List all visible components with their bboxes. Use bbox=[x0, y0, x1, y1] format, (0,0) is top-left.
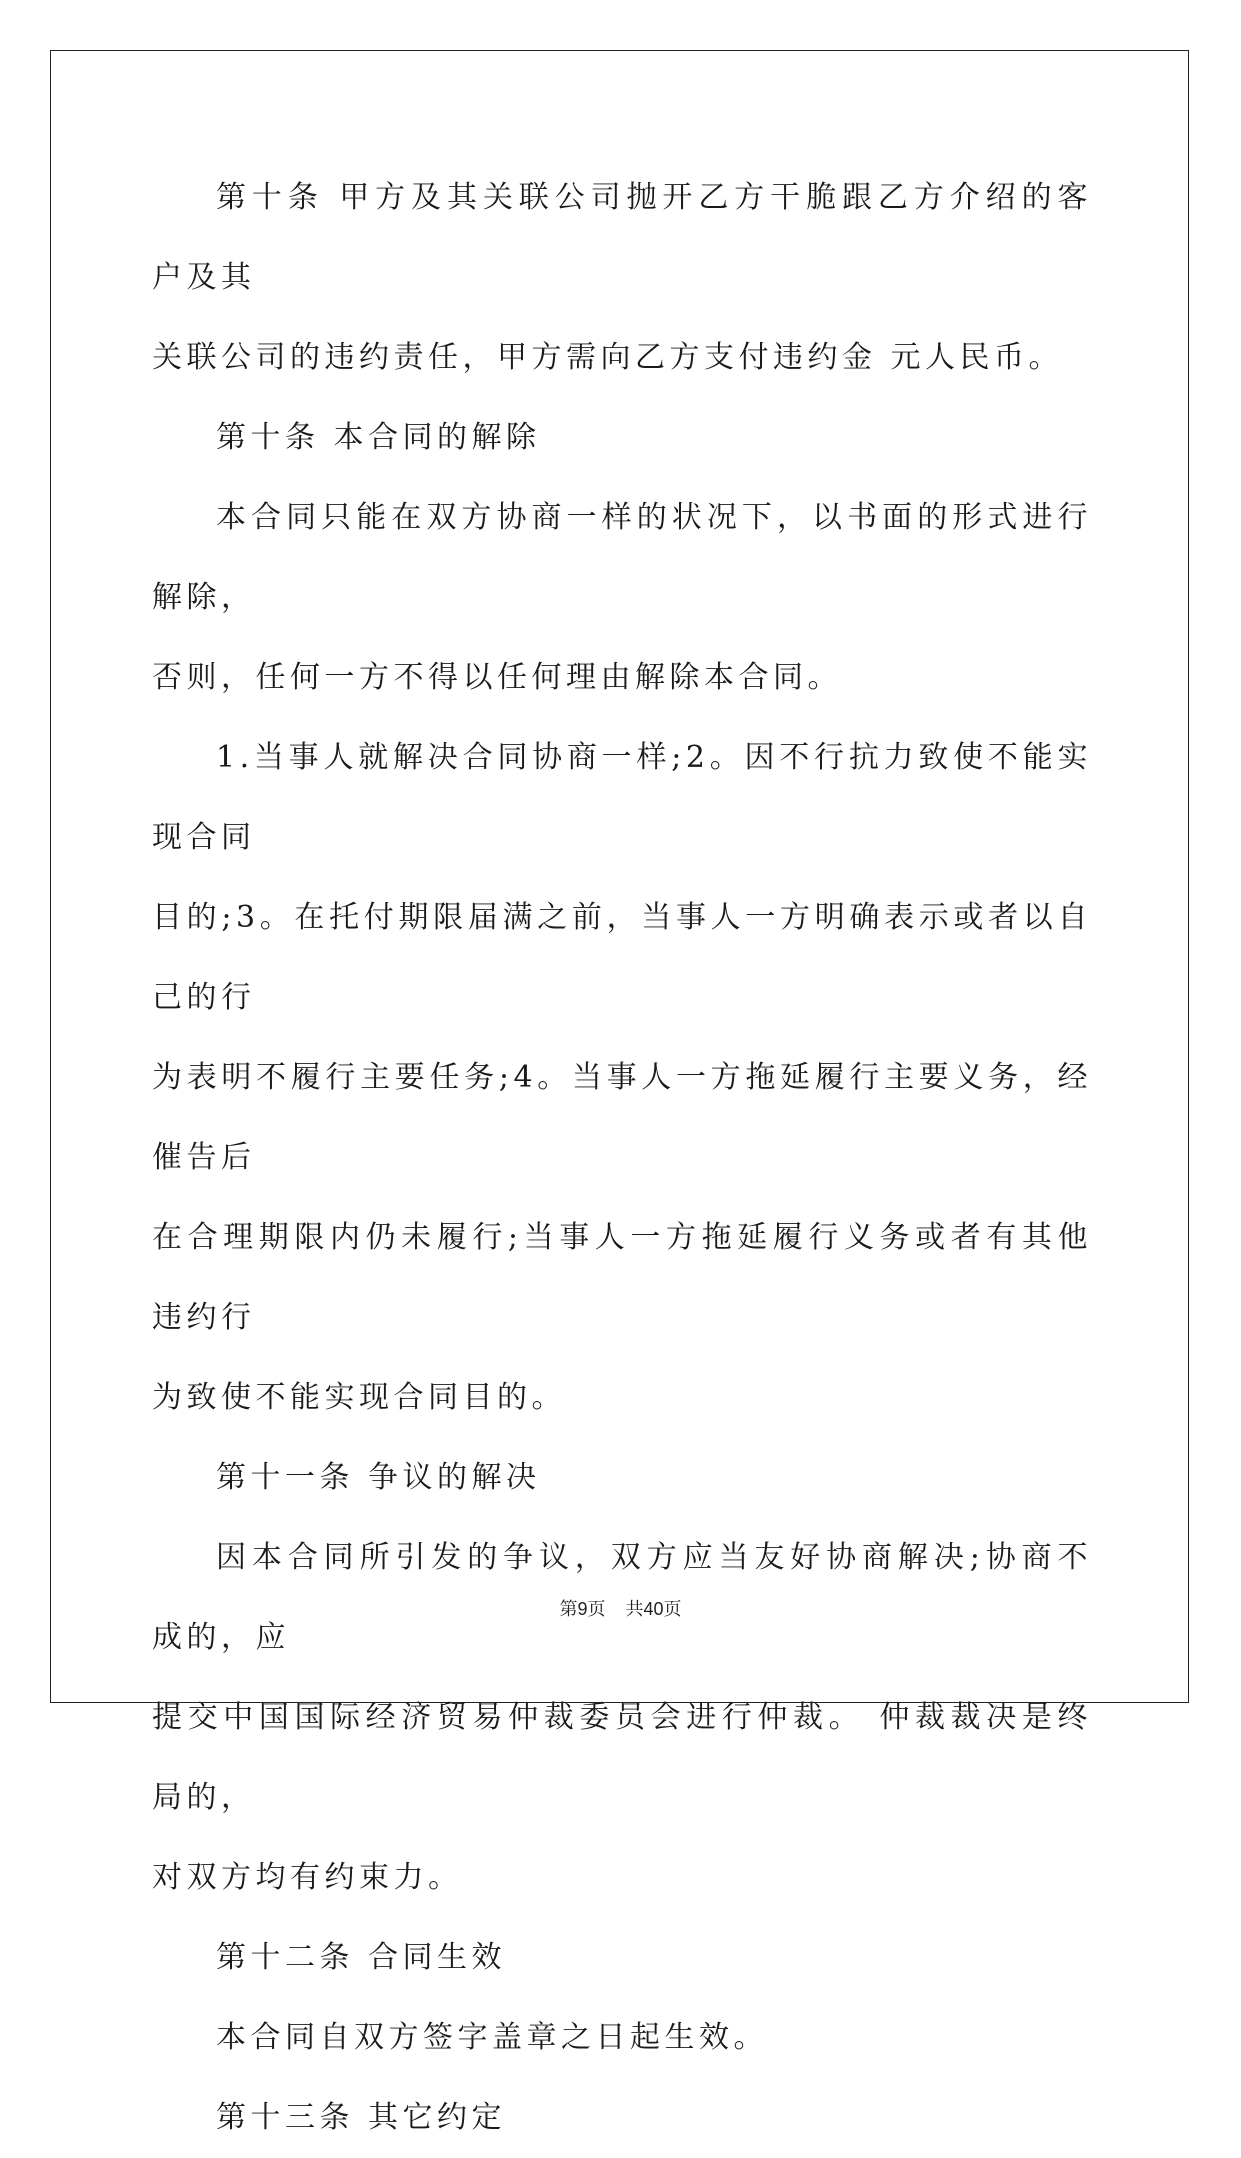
text-line: 第十条 甲方及其关联公司抛开乙方干脆跟乙方介绍的客户及其 bbox=[152, 180, 1092, 295]
page-footer bbox=[0, 1595, 1241, 1621]
paragraph-article-10-breach bbox=[152, 158, 1092, 398]
text-line: 第十一条 争议的解决 bbox=[216, 1460, 541, 1495]
paragraph-dispute-resolution bbox=[152, 1518, 1092, 1918]
heading-article-12-effect bbox=[152, 1918, 1092, 1998]
text-line: 目的;3。在托付期限届满之前，当事人一方明确表示或者以自己的行 bbox=[152, 900, 1092, 1015]
text-line: 为致使不能实现合同目的。 bbox=[152, 1380, 566, 1415]
total-suffix: 页 bbox=[663, 1599, 682, 1620]
text-line: 第十条 本合同的解除 bbox=[216, 420, 541, 455]
total-prefix: 共 bbox=[625, 1599, 644, 1620]
text-line: 关联公司的违约责任，甲方需向乙方支付违约金 元人民币。 bbox=[152, 340, 1064, 375]
text-line: 为表明不履行主要任务;4。当事人一方拖延履行主要义务，经催告后 bbox=[152, 1060, 1092, 1175]
text-line: 在合理期限内仍未履行;当事人一方拖延履行义务或者有其他违约行 bbox=[152, 1220, 1092, 1335]
heading-article-13-other bbox=[152, 2078, 1092, 2158]
total-pages: 40 bbox=[643, 1599, 664, 1619]
text-line: 第十二条 合同生效 bbox=[216, 1940, 507, 1975]
document-body bbox=[152, 158, 1092, 2158]
text-line: 第十三条 其它约定 bbox=[216, 2100, 507, 2135]
text-line: 提交中国国际经济贸易仲裁委员会进行仲裁。 仲裁裁决是终局的， bbox=[152, 1700, 1092, 1815]
text-line: 本合同只能在双方协商一样的状况下，以书面的形式进行解除， bbox=[152, 500, 1092, 615]
text-line: 1.当事人就解决合同协商一样;2。因不行抗力致使不能实现合同 bbox=[152, 740, 1092, 855]
heading-article-11-dispute bbox=[152, 1438, 1092, 1518]
page-number: 9 bbox=[577, 1599, 588, 1619]
page-suffix: 页 bbox=[587, 1599, 606, 1620]
paragraph-effective-date bbox=[152, 1998, 1092, 2078]
text-line: 对双方均有约束力。 bbox=[152, 1860, 463, 1895]
page-prefix: 第 bbox=[559, 1599, 578, 1620]
paragraph-termination-conditions bbox=[152, 718, 1092, 1438]
text-line: 因本合同所引发的争议，双方应当友好协商解决;协商不成的，应 bbox=[152, 1540, 1092, 1655]
text-line: 否则，任何一方不得以任何理由解除本合同。 bbox=[152, 660, 842, 695]
text-line: 本合同自双方签字盖章之日起生效。 bbox=[216, 2020, 768, 2055]
paragraph-termination-terms bbox=[152, 478, 1092, 718]
heading-article-10-termination bbox=[152, 398, 1092, 478]
